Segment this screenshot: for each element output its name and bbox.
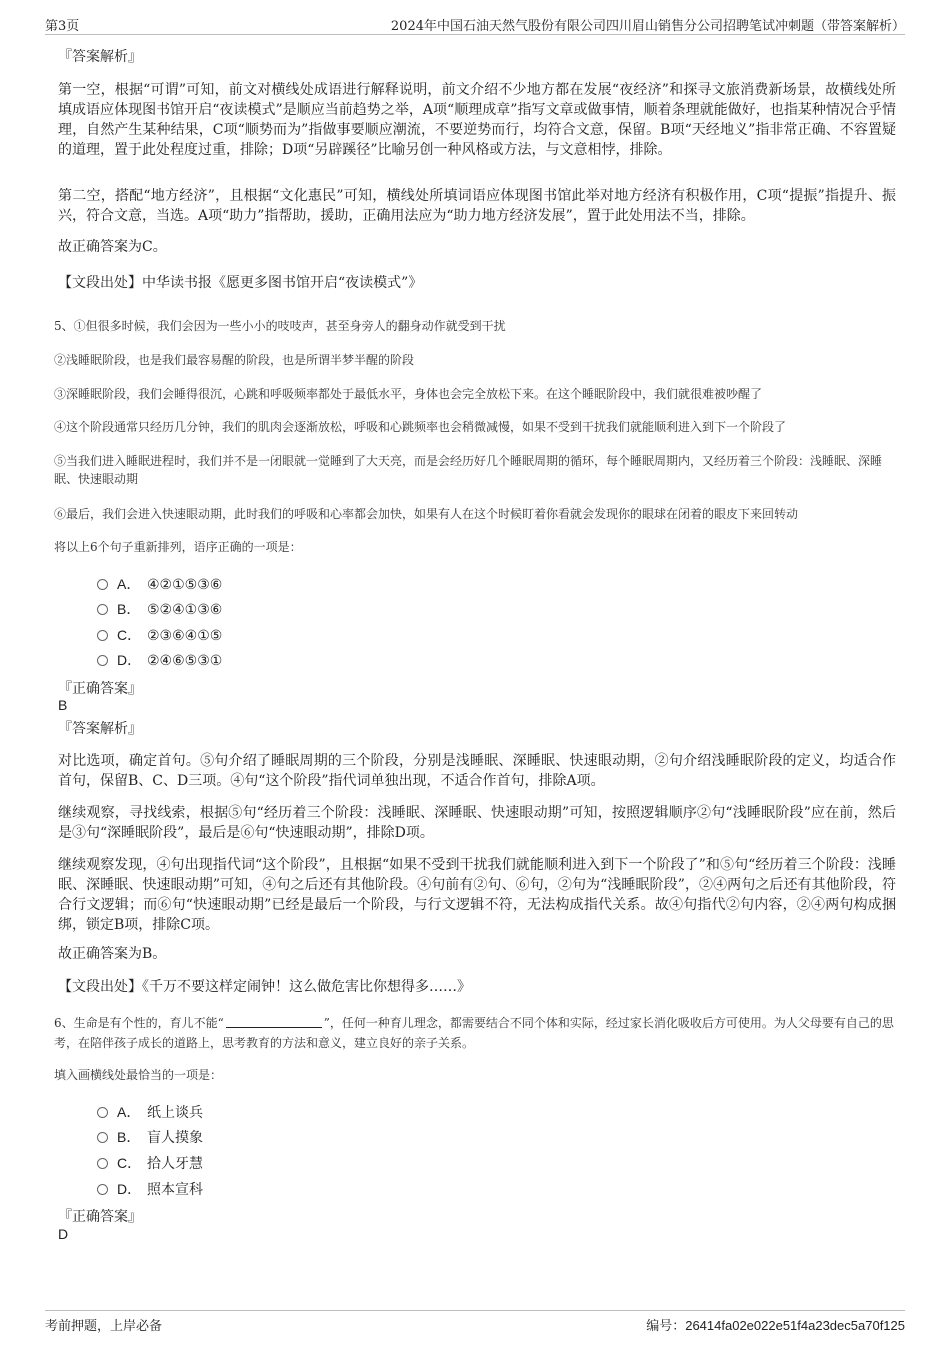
document-title: 2024年中国石油天然气股份有限公司四川眉山销售分公司招聘笔试冲刺题（带答案解析） <box>390 19 905 34</box>
q6-option-a[interactable]: A． 纸上谈兵 <box>97 1102 203 1123</box>
q5-source: 【文段出处】《千万不要这样定闹钟！这么做危害比你想得多……》 <box>58 979 471 995</box>
q6-option-d[interactable]: D． 照本宣科 <box>97 1179 203 1200</box>
answer-blank <box>226 1014 322 1028</box>
radio-icon[interactable] <box>97 630 108 641</box>
q6-prompt: 填入画横线处最恰当的一项是： <box>54 1068 223 1082</box>
q5-analysis-heading: 『答案解析』 <box>58 721 142 737</box>
footer-code: 编号：26414fa02e022e51f4a23dec5a70f125 <box>646 1318 905 1334</box>
q5-answer-heading: 『正确答案』 <box>58 681 142 697</box>
q5-conclusion: 故正确答案为B。 <box>58 946 167 962</box>
q5-option-c[interactable]: C． ②③⑥④①⑤ <box>97 625 222 646</box>
page-header <box>45 14 905 35</box>
q5-option-d[interactable]: D． ②④⑥⑤③① <box>97 650 222 671</box>
q5-sentence-5: ⑤当我们进入睡眠进程时，我们并不是一闭眼就一觉睡到了大天亮，而是会经历好几个睡眠周期的循环，每个睡眠周期内，又经历着三个阶段：浅睡眠、深睡眠、快速眼动期 <box>54 454 883 486</box>
radio-icon[interactable] <box>97 1107 108 1118</box>
q4-analysis-heading: 『答案解析』 <box>58 49 142 65</box>
q5-option-b[interactable]: B． ⑤②④①③⑥ <box>97 599 222 620</box>
page-number: 第3页 <box>45 19 80 34</box>
q5-sentence-2: ②浅睡眠阶段，也是我们最容易醒的阶段，也是所谓半梦半醒的阶段 <box>54 353 415 367</box>
q5-analysis-para-1: 对比选项，确定首句。⑤句介绍了睡眠周期的三个阶段，分别是浅睡眠、深睡眠、快速眼动期，②句介绍浅睡眠阶段的定义，均适合作首句，保留B、C、D三项。④句“这个阶段”指代词单独出现，不适合作首句，排除A项。 <box>58 753 896 789</box>
radio-icon[interactable] <box>97 579 108 590</box>
radio-icon[interactable] <box>97 1132 108 1143</box>
radio-icon[interactable] <box>97 604 108 615</box>
q5-answer: B <box>58 697 68 713</box>
q5-analysis-para-2: 继续观察，寻找线索，根据⑤句“经历着三个阶段：浅睡眠、深睡眠、快速眼动期”可知，按照逻辑顺序②句“浅睡眠阶段”应在前，然后是③句“深睡眠阶段”，最后是⑥句“快速眼动期”，排除D项。 <box>58 805 896 841</box>
q5-sentence-4: ④这个阶段通常只经历几分钟，我们的肌肉会逐渐放松，呼吸和心跳频率也会稍微减慢，如果不受到干扰我们就能顺利进入到下一个阶段了 <box>54 420 787 434</box>
q6-answer: D <box>58 1226 69 1242</box>
radio-icon[interactable] <box>97 1184 108 1195</box>
radio-icon[interactable] <box>97 655 108 666</box>
q4-analysis-para-1: 第一空，根据“可谓”可知，前文对横线处成语进行解释说明，前文介绍不少地方都在发展“夜经济”和探寻文旅消费新场景，故横线处所填成语应体现图书馆开启“夜读模式”是顺应当前趋势之举，A项“顺理成章”指写文章或做事情，顺着条理就能做好，也指某种情况合乎情理，自然产生某种结果，C项“顺势而为”指做事要顺应潮流，不要逆势而行，均符合文意，保留。B项“天经地义”指非常正确、不容置疑的道理，置于此处程度过重，排除；D项“另辟蹊径”比喻另创一种风格或方法，与文意相悖，排除。 <box>58 82 896 158</box>
q6-option-c[interactable]: C． 拾人牙慧 <box>97 1153 203 1174</box>
footer-slogan: 考前押题，上岸必备 <box>45 1319 163 1334</box>
q5-sentence-3: ③深睡眠阶段，我们会睡得很沉，心跳和呼吸频率都处于最低水平，身体也会完全放松下来。在这个睡眠阶段中，我们就很难被吵醒了 <box>54 387 763 401</box>
q6-stem: 6、生命是有个性的，育儿不能“ ”，任何一种育儿理念，都需要结合不同个体和实际，经过家长消化吸收后方可使用。为人父母要有自己的思考，在陪伴孩子成长的道路上，思考教育的方法和意义，建立良好的亲子关系。 <box>54 1016 894 1050</box>
q4-conclusion: 故正确答案为C。 <box>58 239 167 255</box>
q4-analysis-para-2: 第二空，搭配“地方经济”，且根据“文化惠民”可知，横线处所填词语应体现图书馆此举对地方经济有积极作用，C项“提振”指提升、振兴，符合文意，当选。A项“助力”指帮助，援助，正确用法应为“助力地方经济发展”，置于此处用法不当，排除。 <box>58 188 896 224</box>
q5-sentence-1: 5、①但很多时候，我们会因为一些小小的吱吱声，甚至身旁人的翻身动作就受到干扰 <box>54 319 506 333</box>
q6-option-b[interactable]: B． 盲人摸象 <box>97 1127 203 1148</box>
q5-analysis-para-3: 继续观察发现，④句出现指代词“这个阶段”，且根据“如果不受到干扰我们就能顺利进入到下一个阶段了”和⑤句“经历着三个阶段：浅睡眠、深睡眠、快速眼动期”可知，④句之后还有其他阶段。④句前有②句、⑥句，②句为“浅睡眠阶段”，②④两句之后还有其他阶段，符合行文逻辑；而⑥句“快速眼动期”已经是最后一个阶段，与行文逻辑不符，无法构成指代关系。故④句指代②句内容，②④两句构成捆绑，锁定B项，排除C项。 <box>58 857 896 933</box>
page-footer <box>45 1310 905 1333</box>
q5-sentence-6: ⑥最后，我们会进入快速眼动期，此时我们的呼吸和心率都会加快，如果有人在这个时候盯着你看就会发现你的眼球在闭着的眼皮下来回转动 <box>54 507 799 521</box>
q5-option-a[interactable]: A． ④②①⑤③⑥ <box>97 574 222 595</box>
q6-answer-heading: 『正确答案』 <box>58 1209 142 1225</box>
radio-icon[interactable] <box>97 1158 108 1169</box>
q4-source: 【文段出处】中华读书报《愿更多图书馆开启“夜读模式”》 <box>58 275 423 291</box>
q5-prompt: 将以上6个句子重新排列，语序正确的一项是： <box>54 540 302 554</box>
